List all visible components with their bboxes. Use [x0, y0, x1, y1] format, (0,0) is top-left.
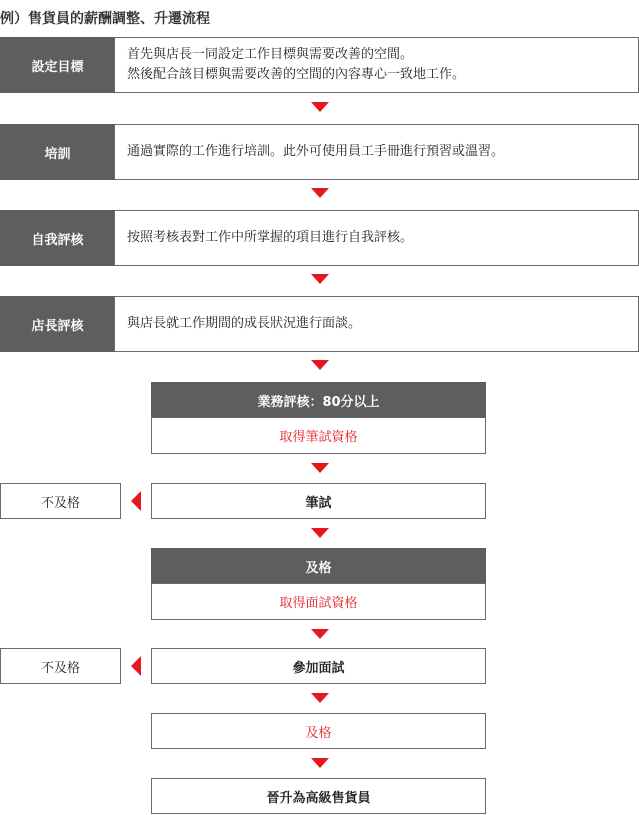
step-desc-line: 通過實際的工作進行培訓。此外可使用員工手冊進行預習或溫習。 — [127, 144, 505, 159]
left-arrow-icon — [131, 491, 141, 511]
step-label-set-goal: 設定目標 — [0, 37, 115, 93]
down-arrow-icon — [311, 463, 329, 473]
left-arrow-icon — [131, 656, 141, 676]
step-label-training: 培訓 — [0, 124, 115, 180]
down-arrow-icon — [311, 360, 329, 370]
down-arrow-icon — [311, 629, 329, 639]
fail-box-written: 不及格 — [0, 483, 121, 519]
written-test-box: 筆試 — [151, 483, 486, 519]
down-arrow-icon — [311, 758, 329, 768]
pass-box-2: 及格 — [151, 713, 486, 749]
business-eval-header: 業務評核：80分以上 — [151, 382, 486, 418]
down-arrow-icon — [311, 102, 329, 112]
step-desc-manager-eval — [114, 296, 639, 352]
page-title: 例）售貨員的薪酬調整、升遷流程 — [0, 11, 210, 27]
fail-box-interview: 不及格 — [0, 648, 121, 684]
step-desc-line: 按照考核表對工作中所掌握的項目進行自我評核。 — [127, 230, 414, 245]
step-desc-training — [114, 124, 639, 180]
interview-box: 參加面試 — [151, 648, 486, 684]
step-label-manager-eval: 店長評核 — [0, 296, 115, 352]
step-desc-line: 首先與店長一同設定工作目標與需要改善的空間。 — [127, 47, 414, 62]
step-desc-self-eval — [114, 210, 639, 266]
step-label-self-eval: 自我評核 — [0, 210, 115, 266]
step-desc-line: 然後配合該目標與需要改善的空間的內容專心一致地工作。 — [127, 67, 466, 82]
step-desc-line: 與店長就工作期間的成長狀況進行面談。 — [127, 316, 362, 331]
down-arrow-icon — [311, 188, 329, 198]
down-arrow-icon — [311, 274, 329, 284]
down-arrow-icon — [311, 693, 329, 703]
interview-qualify-box: 取得面試資格 — [151, 583, 486, 620]
pass-header-1: 及格 — [151, 548, 486, 584]
written-qualify-box: 取得筆試資格 — [151, 417, 486, 454]
promotion-box: 晉升為高級售貨員 — [151, 778, 486, 814]
step-desc-set-goal — [114, 37, 639, 93]
down-arrow-icon — [311, 528, 329, 538]
